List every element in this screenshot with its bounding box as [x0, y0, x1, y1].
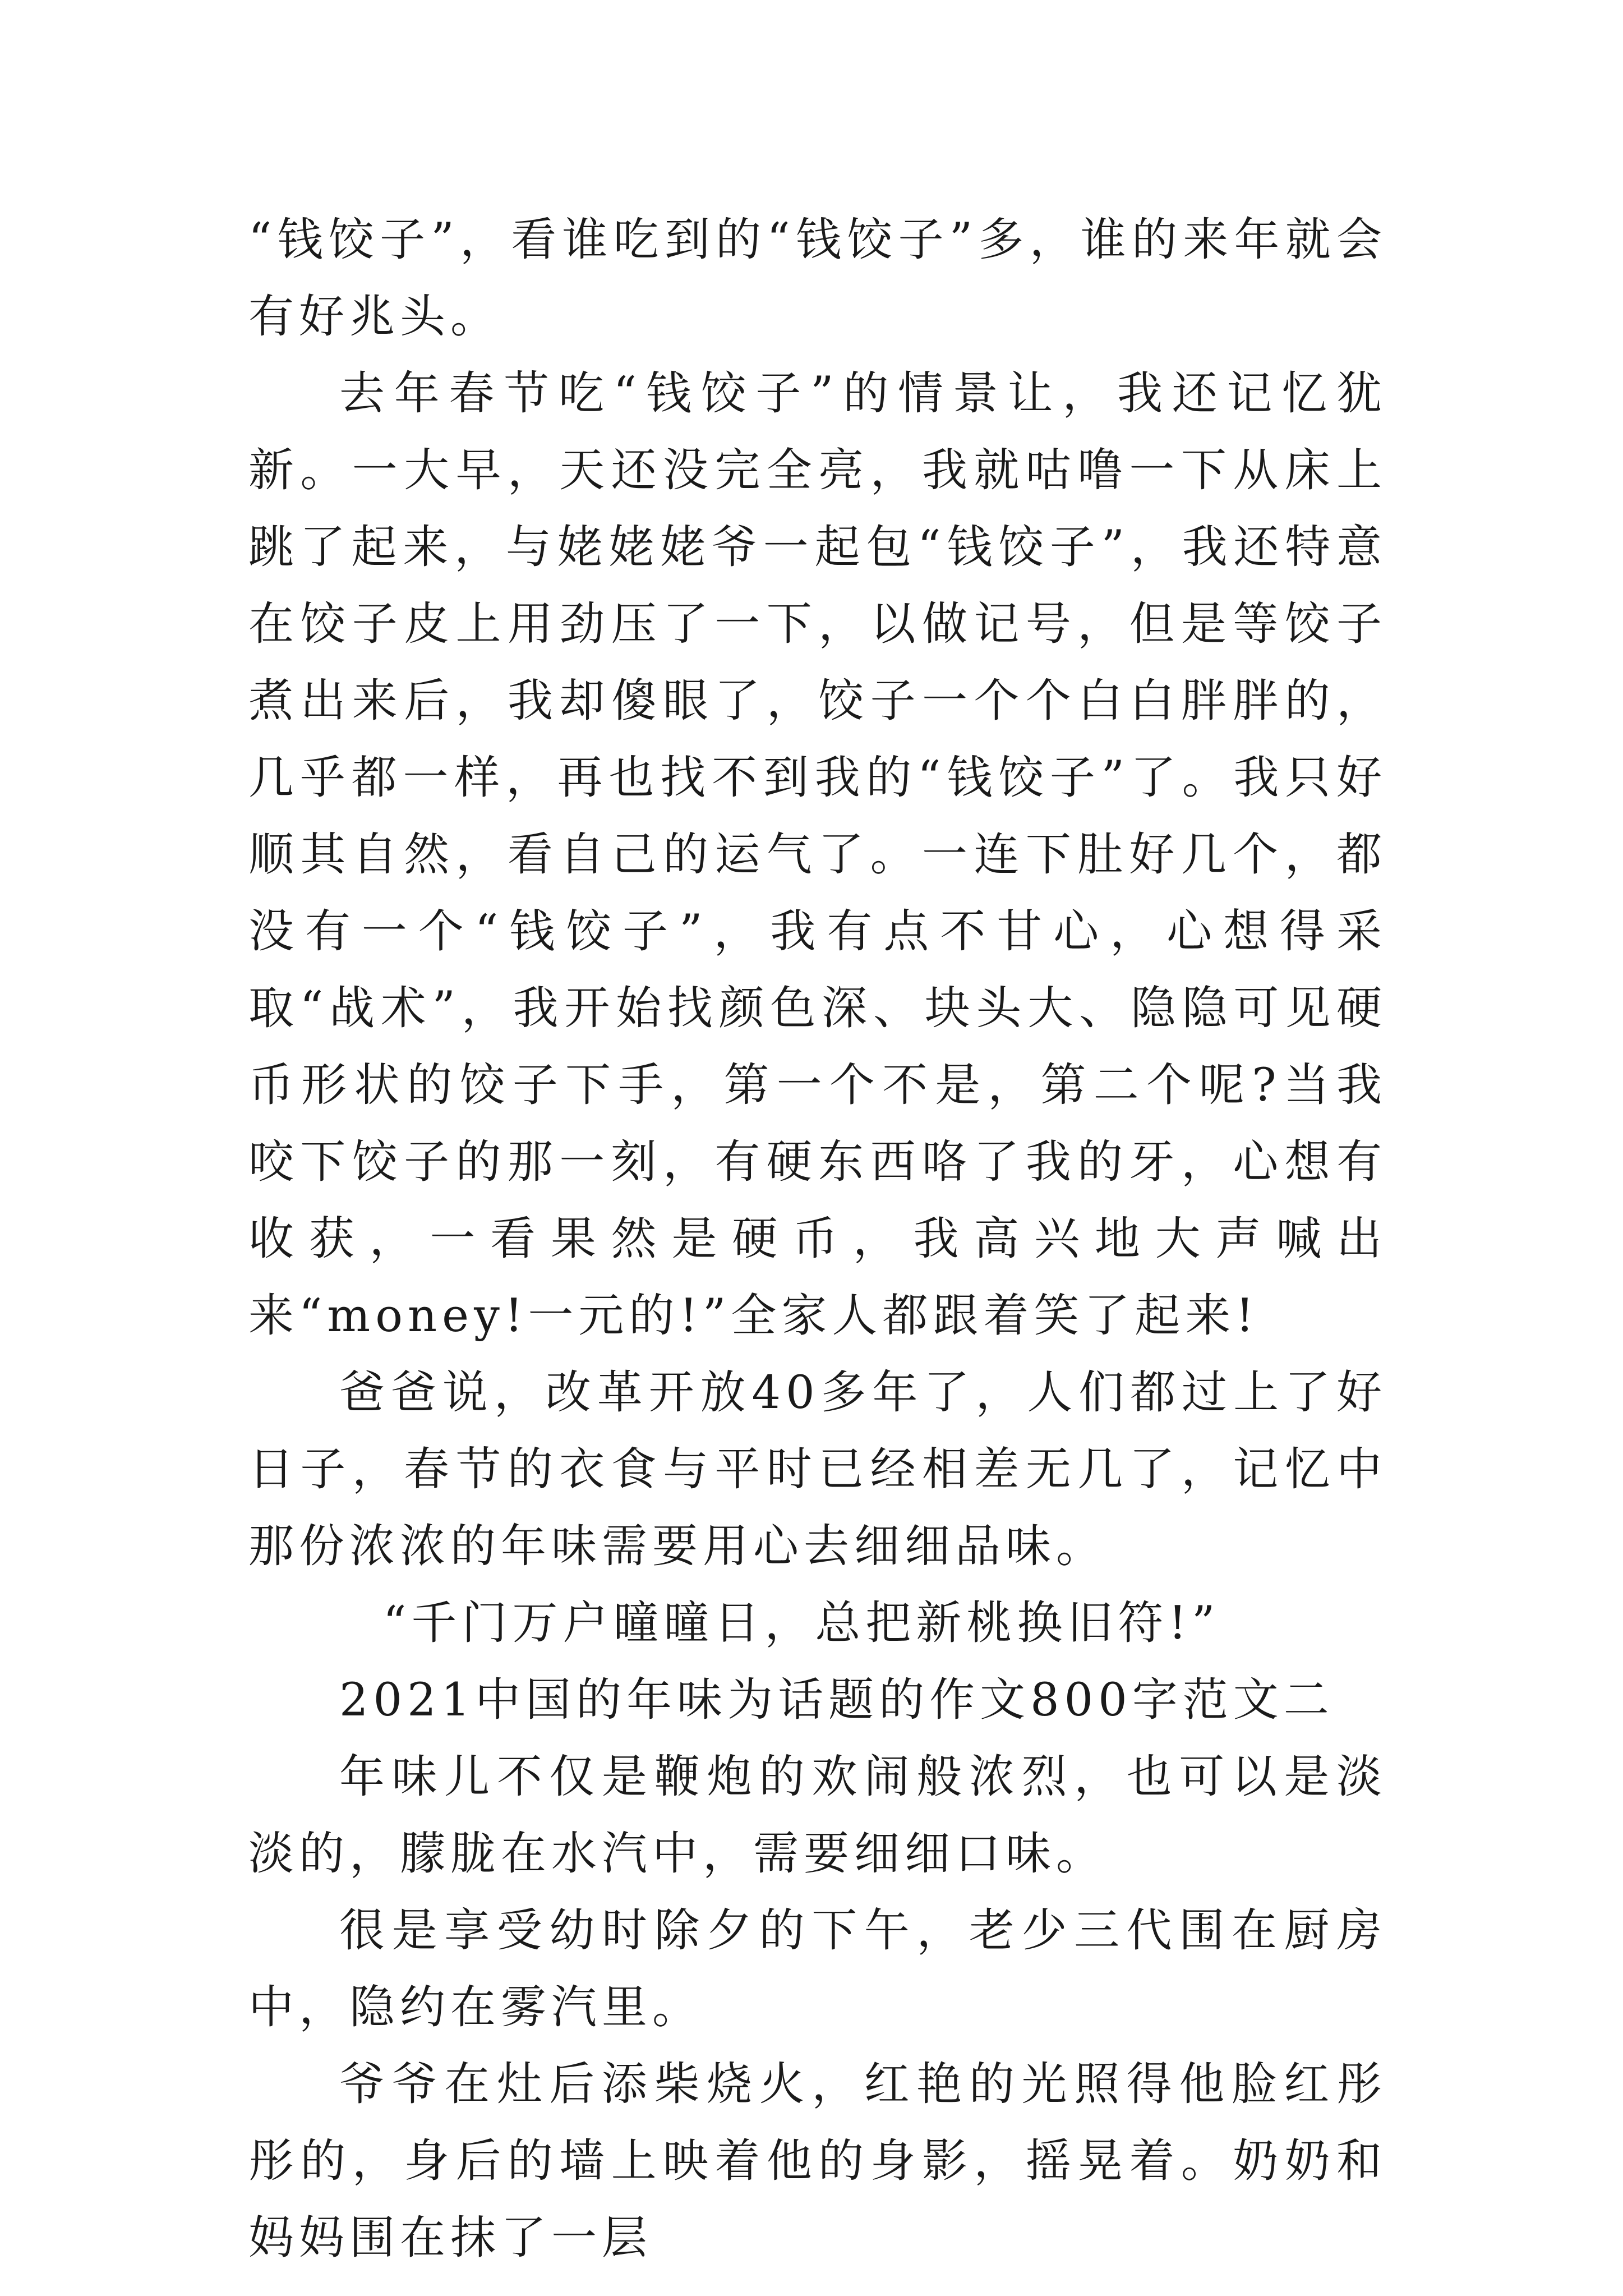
paragraph-intro: 年味儿不仅是鞭炮的欢闹般浓烈，也可以是淡淡的，朦胧在水汽中，需要细细口味。 [248, 1751, 1387, 1880]
section-heading: 2021中国的年味为话题的作文800字范文二 [339, 1674, 1334, 1727]
paragraph-father: 爸爸说，改革开放40多年了，人们都过上了好日子，春节的衣食与平时已经相差无几了，记忆中那份浓浓的年味需要用心去细细品味。 [248, 1366, 1387, 1573]
document-body [248, 202, 1387, 2277]
paragraph-poem-quote: “千门万户曈曈日，总把新桃换旧符!” [383, 1597, 1220, 1650]
paragraph-continuation: “钱饺子”，看谁吃到的“钱饺子”多，谁的来年就会有好兆头。 [248, 214, 1387, 343]
paragraph-memory: 去年春节吃“钱饺子”的情景让，我还记忆犹新。一大早，天还没完全亮，我就咕噜一下从床上跳了起来，与姥姥姥爷一起包“钱饺子”，我还特意在饺子皮上用劲压了一下，以做记号，但是等饺子煮出来后，我却傻眼了，饺子一个个白白胖胖的，几乎都一样，再也找不到我的“钱饺子”了。我只好顺其自然，看自己的运气了。一连下肚好几个，都没有一个“钱饺子”，我有点不甘心，心想得采取“战术”，我开始找颜色深、块头大、隐隐可见硬币形状的饺子下手，第一个不是，第二个呢?当我咬下饺子的那一刻，有硬东西咯了我的牙，心想有收获，一看果然是硬币，我高兴地大声喊出来“money!一元的!”全家人都跟着笑了起来! [248, 367, 1387, 1342]
paragraph-kitchen: 很是享受幼时除夕的下午，老少三代围在厨房中，隐约在雾汽里。 [248, 1904, 1387, 2034]
paragraph-grandfather: 爷爷在灶后添柴烧火，红艳的光照得他脸红彤彤的，身后的墙上映着他的身影，摇晃着。奶奶和妈妈围在抹了一层 [248, 2058, 1387, 2265]
